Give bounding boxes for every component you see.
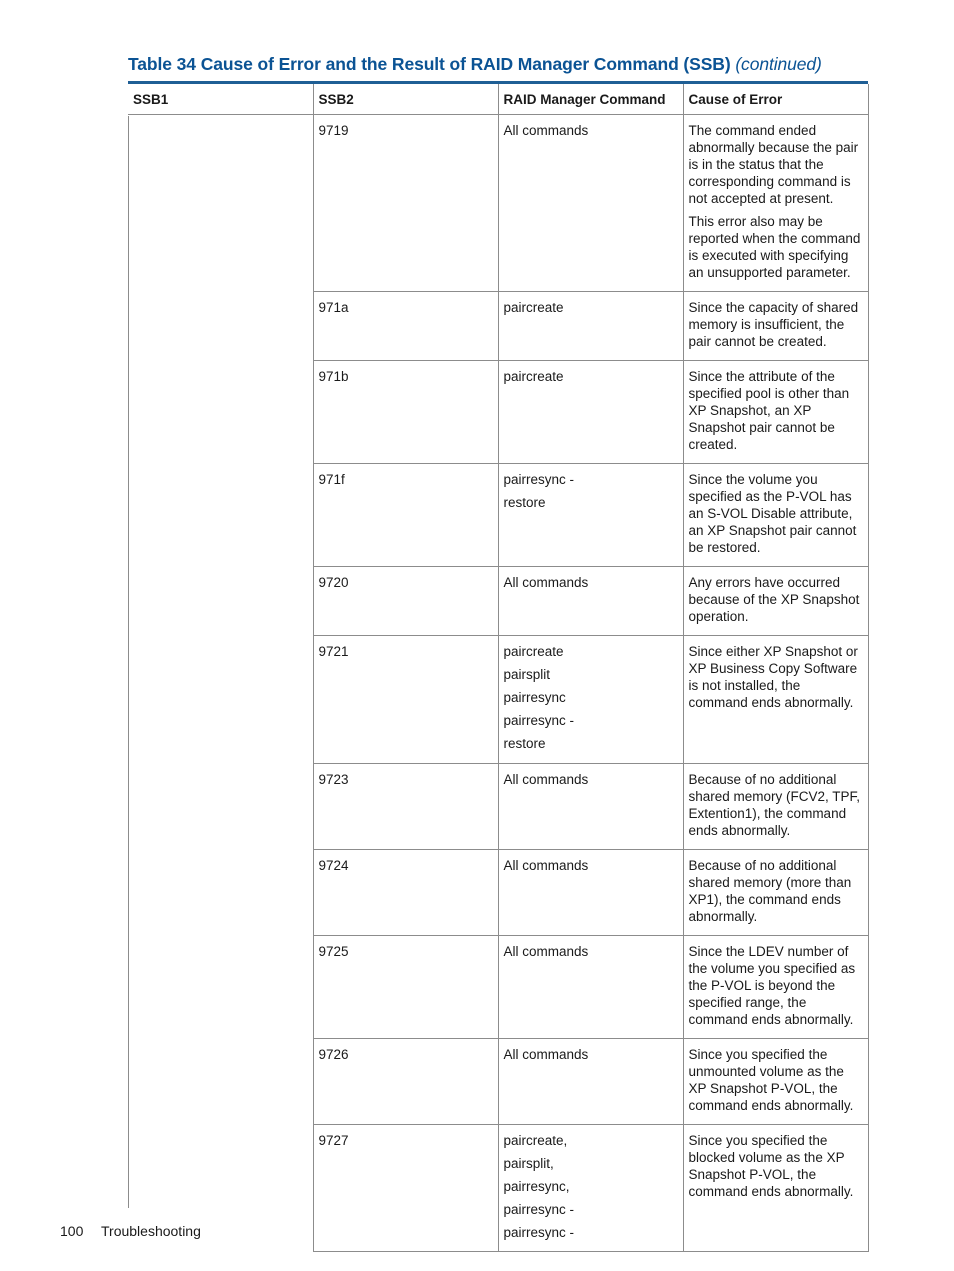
cause-paragraph: Since you specified the blocked volume as the XP Snapshot P-VOL, the command ends abnormally.: [688, 1133, 854, 1199]
cell-cause: [683, 636, 868, 764]
command-item: pairresync,: [503, 1179, 570, 1194]
cause-paragraph: Because of no additional shared memory (more than XP1), the command ends abnormally.: [688, 858, 852, 924]
command-item: pairresync -: [503, 472, 575, 487]
cell-ssb2: 9723: [313, 764, 498, 850]
table-row: [128, 361, 868, 464]
command-item: paircreate: [503, 369, 564, 384]
cell-ssb2: 9726: [313, 1039, 498, 1125]
cell-ssb1: [128, 636, 313, 764]
table-row: [128, 567, 868, 636]
table-row: [128, 115, 868, 292]
command-item: All commands: [503, 123, 589, 138]
cell-cause: [683, 361, 868, 464]
cell-command: [498, 464, 683, 567]
page-number: 100: [60, 1223, 84, 1239]
cause-paragraph: Since the capacity of shared memory is insufficient, the pair cannot be created.: [688, 300, 859, 349]
column-header-command: RAID Manager Command: [498, 84, 683, 115]
cell-ssb1: [128, 361, 313, 464]
cell-ssb2: 971a: [313, 292, 498, 361]
cell-ssb1: [128, 850, 313, 936]
cell-ssb1: [128, 567, 313, 636]
cell-ssb2: 9721: [313, 636, 498, 764]
cell-ssb2: 9719: [313, 115, 498, 292]
command-item: pairresync -: [503, 1225, 575, 1240]
command-item: restore: [503, 736, 546, 751]
table-row: [128, 464, 868, 567]
cell-cause: [683, 115, 868, 292]
cell-cause: [683, 850, 868, 936]
cell-cause: [683, 1125, 868, 1252]
cell-ssb1: [128, 464, 313, 567]
cell-command: [498, 1039, 683, 1125]
table-row: [128, 850, 868, 936]
cell-ssb2: 971f: [313, 464, 498, 567]
cause-paragraph: Since the volume you specified as the P-VOL has an S-VOL Disable attribute, an XP Snapshot pair cannot be restored.: [688, 472, 857, 555]
cause-paragraph: Since either XP Snapshot or XP Business Copy Software is not installed, the command ends abnormally.: [688, 644, 858, 710]
table-row: [128, 292, 868, 361]
cell-command: [498, 850, 683, 936]
cell-cause: [683, 764, 868, 850]
cell-command: [498, 361, 683, 464]
cause-paragraph: This error also may be reported when the command is executed with specifying an unsupported parameter.: [688, 214, 861, 280]
table-title-continued: (continued): [735, 54, 822, 74]
table-row: [128, 636, 868, 764]
cause-paragraph: Because of no additional shared memory (FCV2, TPF, Extention1), the command ends abnormally.: [688, 772, 861, 838]
table-row: [128, 1039, 868, 1125]
command-item: pairresync -: [503, 1202, 575, 1217]
cell-ssb2: 9724: [313, 850, 498, 936]
table-row: [128, 936, 868, 1039]
cell-command: [498, 764, 683, 850]
command-item: paircreate: [503, 300, 564, 315]
cause-paragraph: Since the LDEV number of the volume you specified as the P-VOL is beyond the specified range, the command ends abnormally.: [688, 944, 856, 1027]
cell-ssb2: 9720: [313, 567, 498, 636]
cell-command: [498, 636, 683, 764]
command-item: pairsplit: [503, 667, 551, 682]
page-footer: [60, 1223, 201, 1239]
column-header-cause: Cause of Error: [683, 84, 868, 115]
table-row: [128, 764, 868, 850]
command-item: All commands: [503, 1047, 589, 1062]
cause-paragraph: Since the attribute of the specified pool is other than XP Snapshot, an XP Snapshot pair cannot be created.: [688, 369, 850, 452]
cell-command: [498, 292, 683, 361]
cell-cause: [683, 464, 868, 567]
cell-cause: [683, 567, 868, 636]
table-row: [128, 1125, 868, 1252]
table-title: [128, 54, 822, 75]
table-header-row: [128, 84, 868, 115]
cell-ssb1: [128, 1039, 313, 1125]
command-item: paircreate: [503, 644, 564, 659]
cell-ssb1: [128, 936, 313, 1039]
command-item: All commands: [503, 944, 589, 959]
column-header-ssb1: SSB1: [128, 84, 313, 115]
cell-ssb2: 9725: [313, 936, 498, 1039]
cell-cause: [683, 936, 868, 1039]
cell-ssb1: [128, 292, 313, 361]
command-item: All commands: [503, 575, 589, 590]
ssb1-column-rule: [128, 116, 129, 1208]
cell-ssb1: [128, 764, 313, 850]
cell-command: [498, 1125, 683, 1252]
error-table: [128, 84, 869, 1252]
command-item: pairsplit,: [503, 1156, 554, 1171]
command-item: All commands: [503, 858, 589, 873]
table-body: [128, 115, 868, 1252]
cell-cause: [683, 292, 868, 361]
command-item: paircreate,: [503, 1133, 568, 1148]
command-item: All commands: [503, 772, 589, 787]
footer-section: Troubleshooting: [101, 1223, 201, 1239]
cause-paragraph: Since you specified the unmounted volume as the XP Snapshot P-VOL, the command ends abnormally.: [688, 1047, 854, 1113]
cell-command: [498, 115, 683, 292]
command-item: pairresync -: [503, 713, 575, 728]
cell-cause: [683, 1039, 868, 1125]
cell-command: [498, 567, 683, 636]
cause-paragraph: The command ended abnormally because the pair is in the status that the corresponding command is not accepted at present.: [688, 123, 859, 206]
command-item: restore: [503, 495, 546, 510]
command-item: pairresync: [503, 690, 566, 705]
cell-ssb1: [128, 115, 313, 292]
cell-ssb2: 971b: [313, 361, 498, 464]
cause-paragraph: Any errors have occurred because of the XP Snapshot operation.: [688, 575, 860, 624]
cell-command: [498, 936, 683, 1039]
table-title-main: Table 34 Cause of Error and the Result of RAID Manager Command (SSB): [128, 54, 731, 74]
column-header-ssb2: SSB2: [313, 84, 498, 115]
cell-ssb2: 9727: [313, 1125, 498, 1252]
